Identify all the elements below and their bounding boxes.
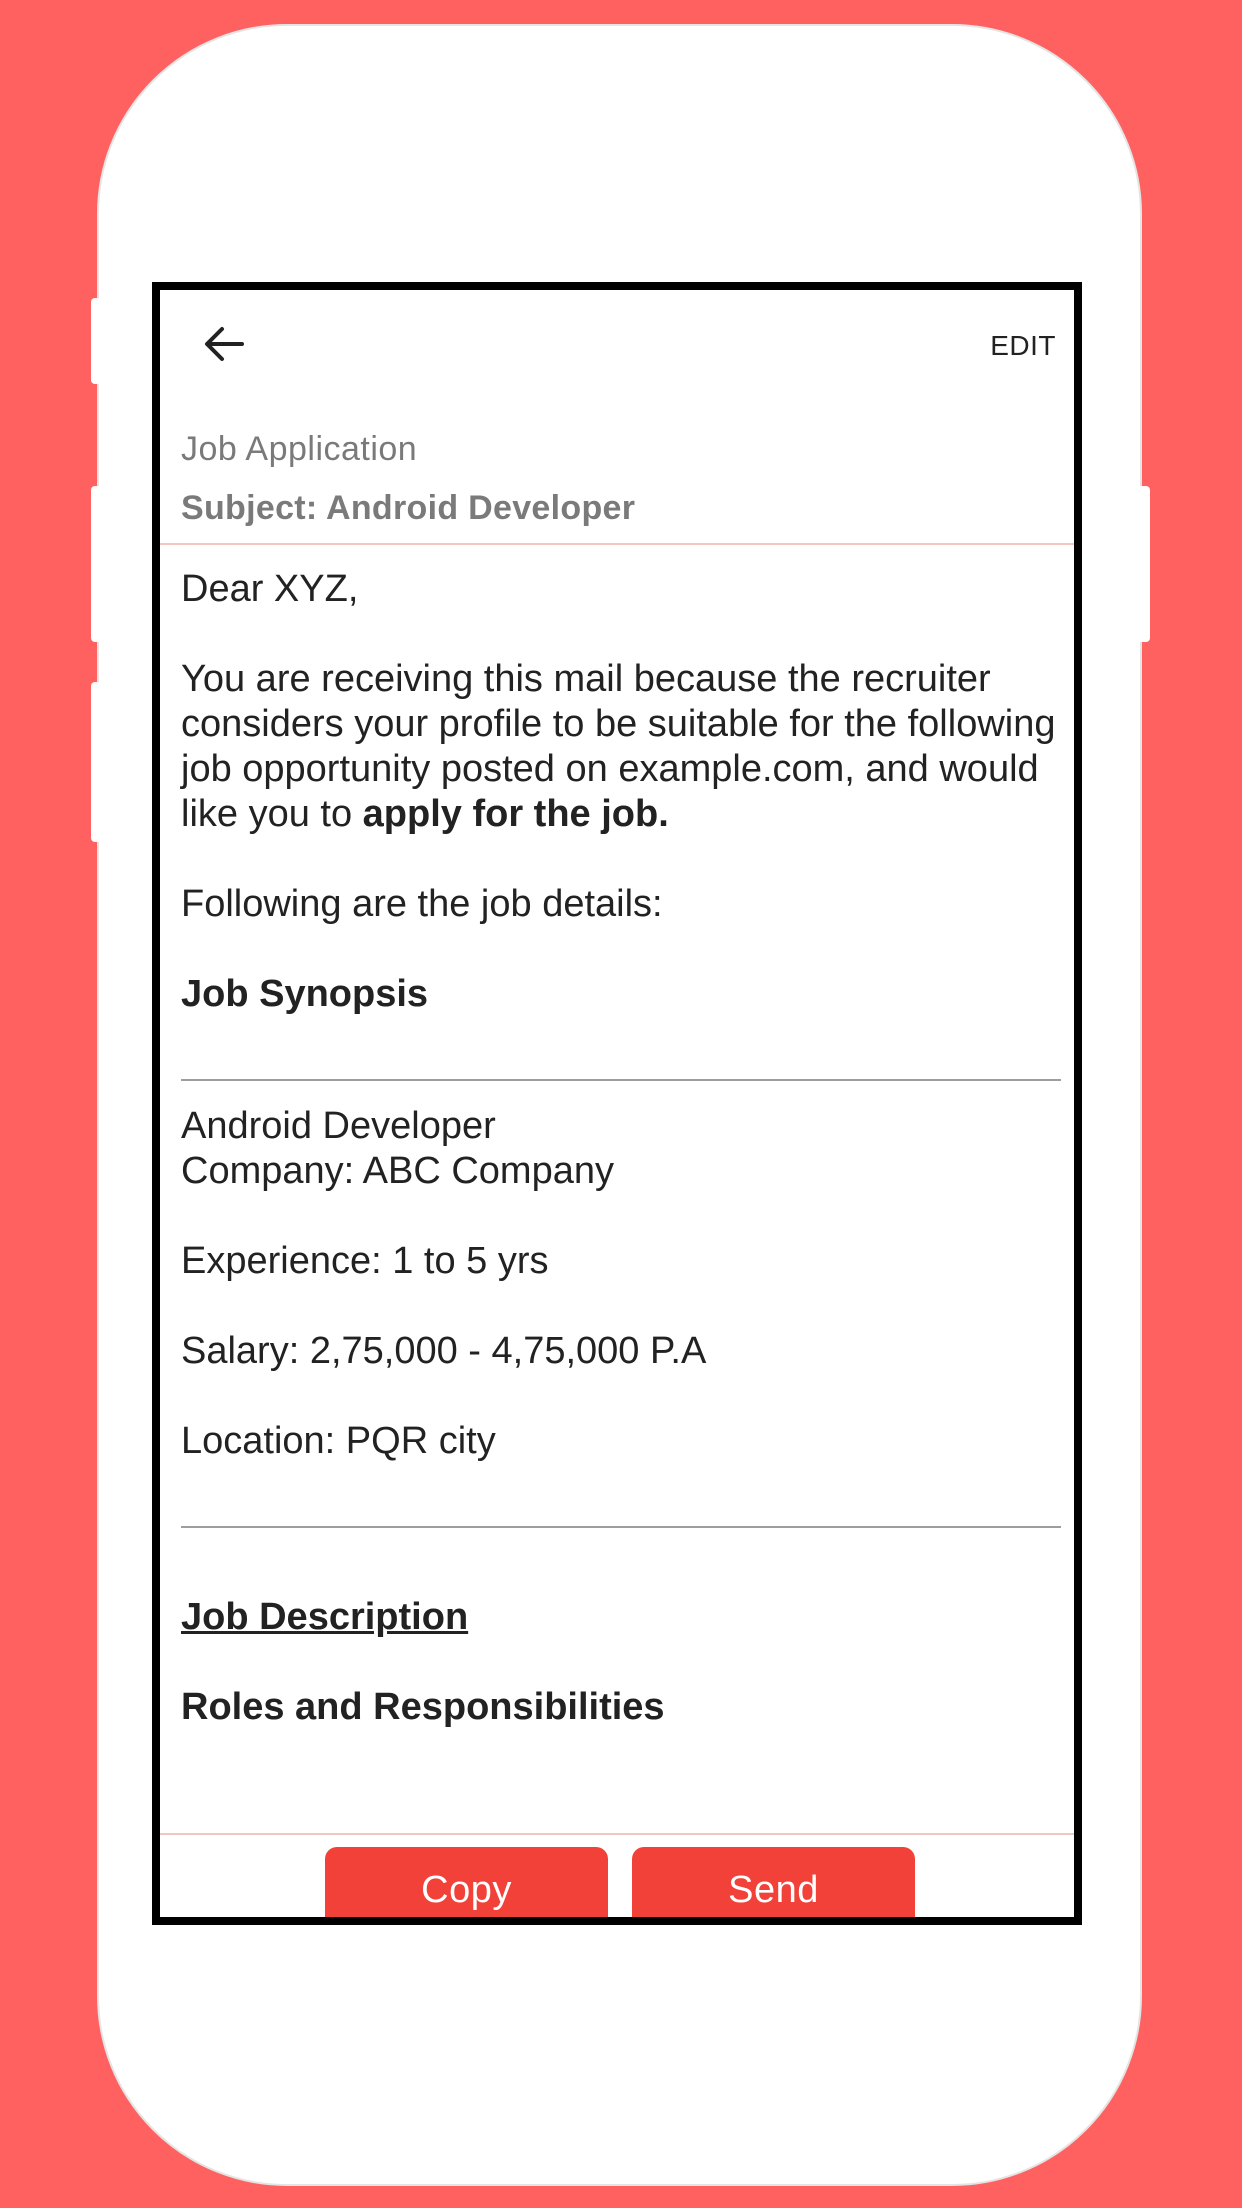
edit-button[interactable]: EDIT — [990, 330, 1056, 361]
copy-button[interactable]: Copy — [325, 1847, 608, 1925]
company: Company: ABC Company — [181, 1150, 614, 1192]
job-title: Android Developer — [181, 1105, 496, 1147]
location: Location: PQR city — [181, 1420, 496, 1462]
description-title: Job Description — [181, 1596, 469, 1638]
experience: Experience: 1 to 5 yrs — [181, 1240, 549, 1282]
phone-side-button — [91, 682, 101, 842]
intro-bold-text: apply for the job. — [362, 793, 669, 835]
intro-text: You are receiving this mail because the recruiter considers your profile to be suitable for the following job opportunity posted on example.com, and would like you to — [181, 658, 1056, 835]
mail-body — [181, 567, 1061, 1730]
details-intro: Following are the job details: — [181, 883, 663, 925]
send-button[interactable]: Send — [632, 1847, 915, 1925]
mail-heading: Job Application — [181, 430, 418, 468]
phone-side-button — [1138, 486, 1150, 642]
intro-paragraph — [181, 657, 1061, 837]
salary: Salary: 2,75,000 - 4,75,000 P.A — [181, 1330, 707, 1372]
divider — [160, 1833, 1074, 1835]
mail-subject: Subject: Android Developer — [181, 489, 636, 527]
app-screen — [152, 282, 1082, 1925]
app-bar — [160, 290, 1074, 400]
greeting: Dear XYZ, — [181, 568, 359, 610]
phone-side-button — [91, 486, 101, 642]
roles-title: Roles and Responsibilities — [181, 1686, 665, 1728]
divider — [160, 543, 1074, 545]
synopsis-title: Job Synopsis — [181, 973, 429, 1015]
phone-side-button — [91, 298, 101, 384]
arrow-left-icon[interactable] — [202, 322, 246, 366]
mail-meta — [181, 430, 1071, 528]
